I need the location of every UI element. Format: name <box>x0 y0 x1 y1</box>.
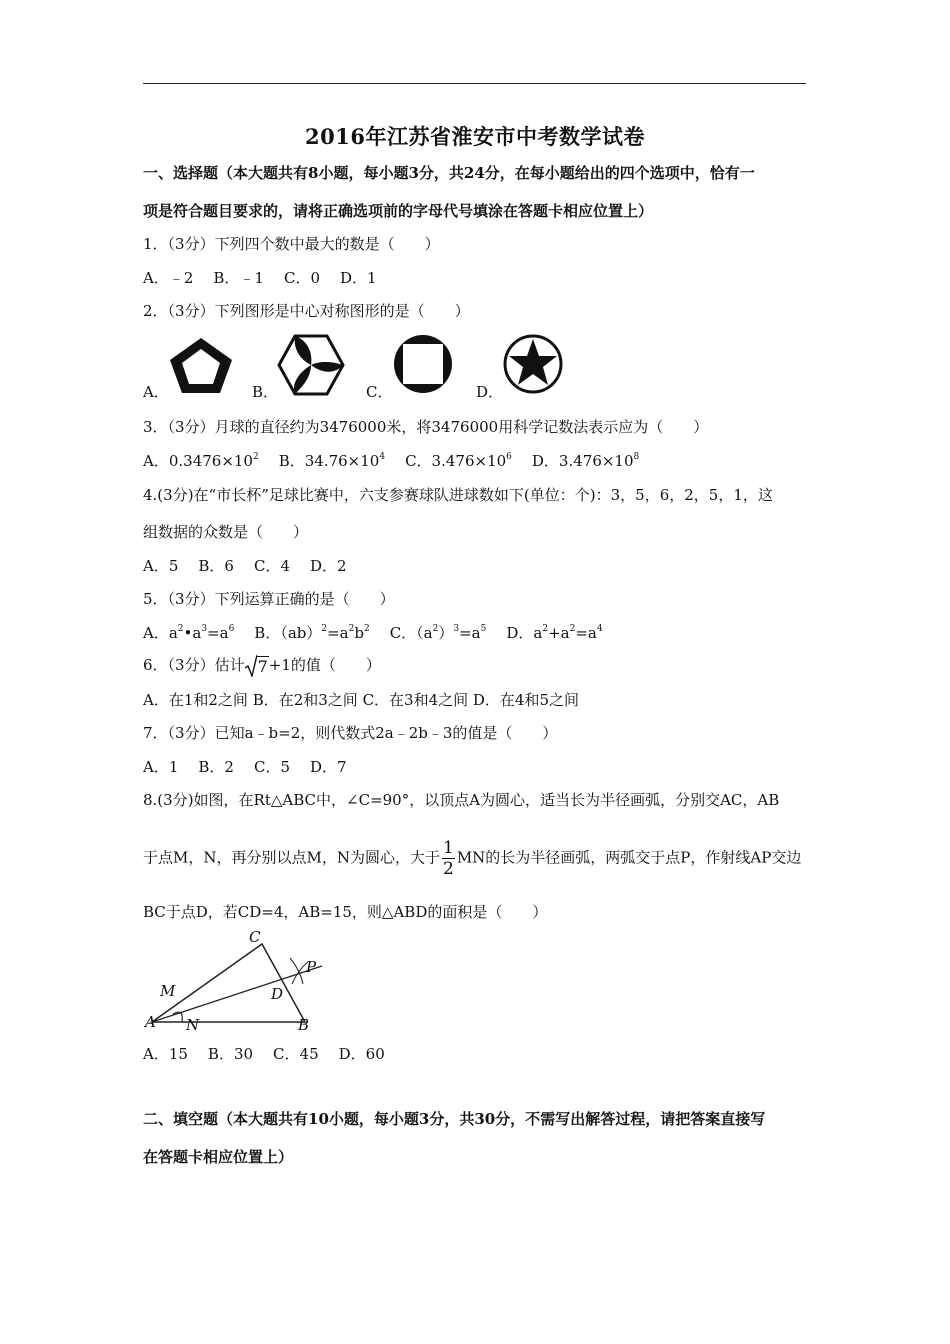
q5-option-b: B．$(ab)^2=a^2b^2$ <box>254 624 370 642</box>
q8-label-d: D <box>271 985 284 1003</box>
q4-stem-line1: 4.(3分)在“市长杯”足球比赛中，六支参赛球队进球数如下(单位：个)：3，5，6，2，5，1，这 <box>143 486 773 504</box>
q4-option-a: A．5 <box>143 557 179 575</box>
q2-option-c: C． <box>366 383 393 401</box>
q7-option-d: D．7 <box>310 758 347 776</box>
q8-label-p: P <box>306 958 317 976</box>
hexagon-three-petal-icon <box>277 334 345 396</box>
star-in-circle-icon <box>502 333 564 395</box>
q1-stem: 1．（3分）下列四个数中最大的数是（ ） <box>143 235 440 253</box>
q1-option-a: A．﹣2 <box>143 269 194 287</box>
q3-option-c: C．$3.476\times 10^6$ <box>405 452 512 470</box>
q8-option-d: D．60 <box>338 1045 385 1063</box>
q8-label-c: C <box>249 928 261 946</box>
q7-stem: 7．（3分）已知a﹣b=2，则代数式2a﹣2b﹣3的值是（ ） <box>143 724 558 742</box>
q7-option-a: A．1 <box>143 758 179 776</box>
q8-stem-line2: 于点M，N，再分别以点M，N为圆心，大于 $\frac{1}{2}$ MN的长为半径画弧，两弧交于点P，作射线AP交边 <box>143 838 802 879</box>
page-title: 2016年江苏省淮安市中考数学试卷 <box>305 124 645 149</box>
q6-stem: 6．（3分）估计 7 +1的值（ ） <box>143 656 381 676</box>
q1-option-b: B．﹣1 <box>213 269 264 287</box>
section2-heading-line1: 二、填空题（本大题共有10小题，每小题3分，共30分，不需写出解答过程，请把答案直接写 <box>143 1110 766 1128</box>
section1-heading-line1: 一、选择题（本大题共有8小题，每小题3分，共24分，在每小题给出的四个选项中，恰有一 <box>143 164 755 182</box>
q5-stem: 5．（3分）下列运算正确的是（ ） <box>143 590 395 608</box>
q5-option-c: C．$(a^2)^3=a^5$ <box>389 624 487 642</box>
q1-option-d: D．1 <box>340 269 377 287</box>
q7-options <box>143 757 367 777</box>
q8-label-n: N <box>186 1016 200 1034</box>
q8-stem-line3: BC于点D，若CD=4，AB=15，则△ABD的面积是（ ） <box>143 903 548 921</box>
q3-stem: 3．（3分）月球的直径约为3476000米，将3476000用科学记数法表示应为（ ） <box>143 418 709 436</box>
q4-stem-line2: 组数据的众数是（ ） <box>143 523 309 541</box>
q4-options <box>143 556 367 576</box>
section2-heading-line2: 在答题卡相应位置上） <box>143 1148 294 1166</box>
q2-option-a: A． <box>143 383 169 401</box>
q4-option-d: D．2 <box>310 557 347 575</box>
square-in-circle-icon <box>392 333 454 395</box>
header-rule <box>143 83 806 84</box>
q2-stem: 2．（3分）下列图形是中心对称图形的是（ ） <box>143 302 470 320</box>
q8-option-b: B．30 <box>207 1045 254 1063</box>
q7-option-b: B．2 <box>198 758 234 776</box>
section1-heading-line2: 项是符合题目要求的，请将正确选项前的字母代号填涂在答题卡相应位置上） <box>143 202 654 220</box>
q8-label-m: M <box>160 982 176 1000</box>
q3-option-d: D．$3.476\times 10^8$ <box>531 452 640 470</box>
q3-options <box>143 451 659 471</box>
q8-option-a: A．15 <box>143 1045 188 1063</box>
q8-label-a: A <box>145 1013 156 1031</box>
q4-option-b: B．6 <box>198 557 234 575</box>
q1-option-c: C．0 <box>283 269 320 287</box>
q3-option-b: B．$34.76\times 10^4$ <box>278 452 386 470</box>
q2-option-b: B． <box>252 383 279 401</box>
square-root-sign: 7 <box>245 655 269 677</box>
q2-option-d: D． <box>476 383 504 401</box>
q1-options <box>143 268 397 288</box>
q8-option-c: C．45 <box>273 1045 319 1063</box>
q3-option-a: A．$0.3476\times 10^2$ <box>143 452 259 470</box>
q8-label-b: B <box>298 1016 310 1034</box>
q4-option-c: C．4 <box>253 557 290 575</box>
q5-options <box>143 623 623 643</box>
fraction-one-half: $\frac{1}{2}$ <box>442 838 454 879</box>
q5-option-d: D．$a^2+a^2=a^4$ <box>506 624 603 642</box>
q6-options: A．在1和2之间 B．在2和3之间 C．在3和4之间 D．在4和5之间 <box>143 691 580 709</box>
pentagon-in-pentagon-icon <box>166 335 236 395</box>
q5-option-a: A．$a^2•a^3=a^6$ <box>143 624 235 642</box>
q8-options <box>143 1044 405 1064</box>
q7-option-c: C．5 <box>253 758 290 776</box>
q8-stem-line1: 8.(3分)如图，在Rt△ABC中，∠C=90°，以顶点A为圆心，适当长为半径画弧，分别交AC，AB <box>143 791 780 809</box>
